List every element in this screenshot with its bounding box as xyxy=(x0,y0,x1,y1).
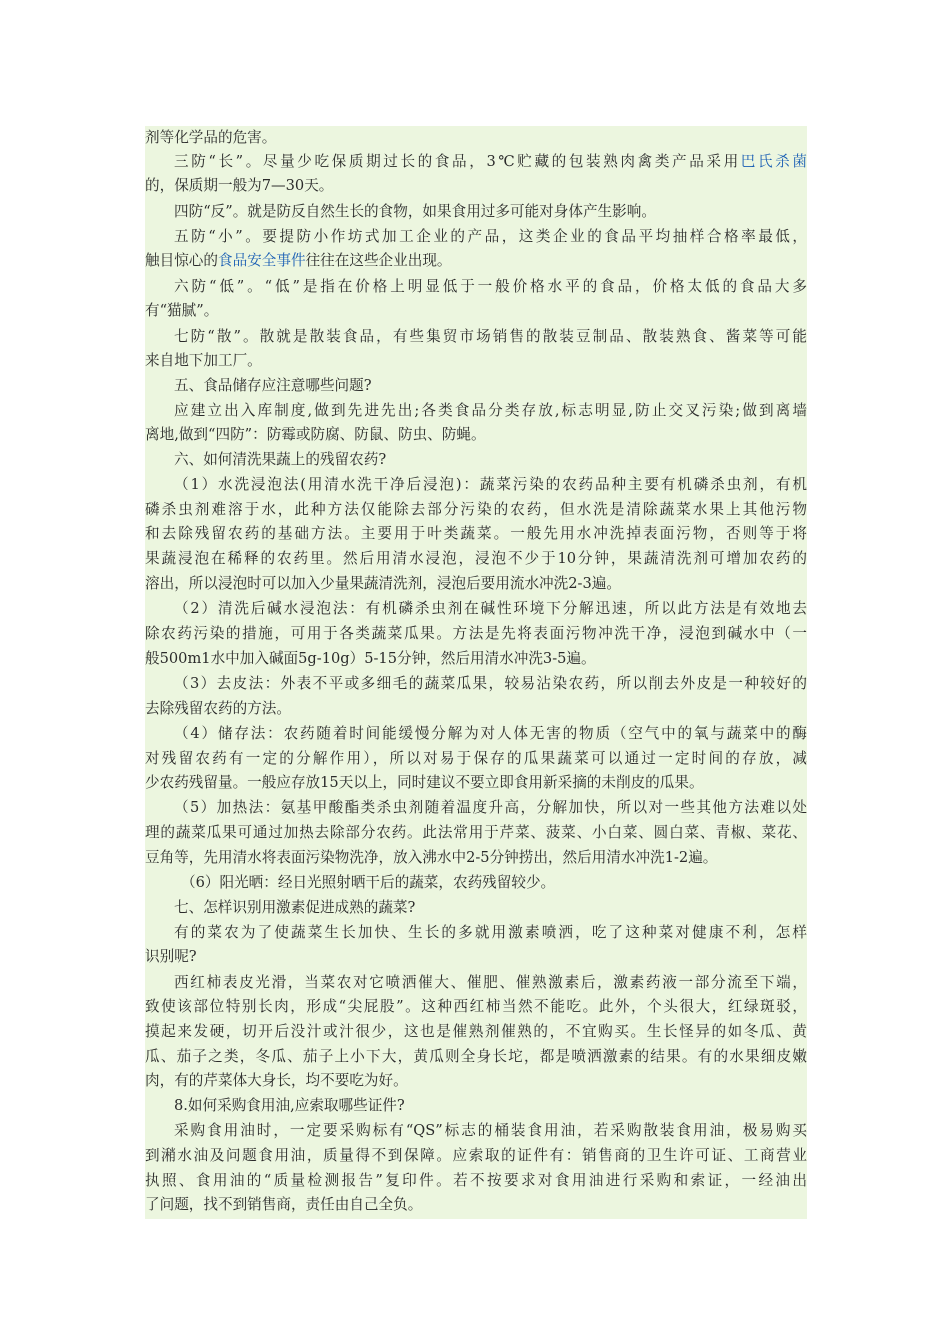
paragraph-line: 采购食用油时，一定要采购标有“QS”标志的桶装食用油，若采购散装食用油，极易购买 xyxy=(174,1122,807,1139)
paragraph-line: 四防“反”。就是防反自然生长的食物，如果食用过多可能对身体产生影响。 xyxy=(174,203,656,220)
paragraph-line: 七防“散”。散就是散装食品，有些集贸市场销售的散装豆制品、散装熟食、酱菜等可能 xyxy=(174,328,807,345)
paragraph-line: 有的菜农为了使蔬菜生长加快、生长的多就用激素喷洒，吃了这种菜对健康不利，怎样 xyxy=(174,924,807,941)
food-safety-incident-link[interactable]: 食品安全事件 xyxy=(217,252,306,269)
paragraph-text: 往往在这些企业出现。 xyxy=(305,252,452,269)
paragraph-line: 和去除残留农药的基础方法。主要用于叶类蔬菜。一般先用水冲洗掉表面污物，否则等于将 xyxy=(145,525,807,542)
paragraph-line: 豆角等，先用清水将表面污染物洗净，放入沸水中2-5分钟捞出，然后用清水冲洗1-2遍。 xyxy=(145,849,718,866)
paragraph-text: 三防“长”。尽量少吃保质期过长的食品，3℃贮藏的包装熟肉禽类产品采用 xyxy=(174,153,741,170)
paragraph-line: 瓜、茄子之类，冬瓜、茄子上小下大，黄瓜则全身长坨，都是喷洒激素的结果。有的水果细皮嫩 xyxy=(145,1048,807,1065)
paragraph-line: 了问题，找不到销售商，责任由自己全负。 xyxy=(145,1196,423,1213)
paragraph-line: （4）储存法：农药随着时间能缓慢分解为对人体无害的物质（空气中的氧与蔬菜中的酶 xyxy=(174,725,807,742)
paragraph-line: 的，保质期一般为7—30天。 xyxy=(145,177,334,194)
paragraph-line: 磷杀虫剂难溶于水，此种方法仅能除去部分污染的农药，但水洗是清除蔬菜水果上其他污物 xyxy=(145,501,807,518)
paragraph-line: （1）水洗浸泡法(用清水洗干净后浸泡)：蔬菜污染的农药品种主要有机磷杀虫剂，有机 xyxy=(174,476,807,493)
paragraph-line: 理的蔬菜瓜果可通过加热去除部分农药。此法常用于芹菜、菠菜、小白菜、圆白菜、青椒、菜花、 xyxy=(145,824,807,841)
paragraph-line: 剂等化学品的危害。 xyxy=(145,129,277,146)
paragraph-line: （6）阳光晒：经日光照射晒干后的蔬菜，农药残留较少。 xyxy=(181,874,556,891)
paragraph-line: 溶出，所以浸泡时可以加入少量果蔬清洗剂，浸泡后要用流水冲洗2-3遍。 xyxy=(145,575,621,592)
paragraph-line: （3）去皮法：外表不平或多细毛的蔬菜瓜果，较易沾染农药，所以削去外皮是一种较好的 xyxy=(174,675,807,692)
paragraph-line: 六防“低”。“低”是指在价格上明显低于一般价格水平的食品，价格太低的食品大多 xyxy=(174,278,807,295)
paragraph-line: 少农药残留量。一般应存放15天以上，同时建议不要立即食用新采摘的未削皮的瓜果。 xyxy=(145,774,704,791)
section-heading: 六、如何清洗果蔬上的残留农药? xyxy=(174,451,387,468)
paragraph-line: 果蔬浸泡在稀释的农药里。然后用清水浸泡，浸泡不少于10分钟，果蔬清洗剂可增加农药的 xyxy=(145,550,807,567)
paragraph-line: 五防“小”。要提防小作坊式加工企业的产品，这类企业的食品平均抽样合格率最低， xyxy=(174,228,807,245)
document-page xyxy=(145,126,807,1219)
paragraph-line: 致使该部位特别长肉，形成“尖屁股”。这种西红柿当然不能吃。此外，个头很大，红绿斑驳， xyxy=(145,998,807,1015)
paragraph-line: 肉，有的芹菜体大身长，均不要吃为好。 xyxy=(145,1072,408,1089)
section-heading: 七、怎样识别用激素促进成熟的蔬菜? xyxy=(174,899,416,916)
paragraph-line xyxy=(145,150,807,174)
paragraph-line: 到潲水油及问题食用油，质量得不到保障。应索取的证件有：销售商的卫生许可证、工商营业 xyxy=(145,1147,807,1164)
paragraph-line: 离地,做到“四防”：防霉或防腐、防鼠、防虫、防蝇。 xyxy=(145,426,486,443)
section-heading: 五、食品储存应注意哪些问题? xyxy=(174,377,372,394)
baoshi-sterilization-link[interactable]: 巴氏杀菌 xyxy=(740,153,807,170)
paragraph-line: 去除残留农药的方法。 xyxy=(145,700,291,717)
paragraph-line: 来自地下加工厂。 xyxy=(145,352,262,369)
section-heading: 8.如何采购食用油,应索取哪些证件? xyxy=(174,1097,405,1114)
paragraph-line: 除农药污染的措施，可用于各类蔬菜瓜果。方法是先将表面污物冲洗干净，浸泡到碱水中（一 xyxy=(145,625,807,642)
paragraph-line: 般500m1水中加入碱面5g-10g）5-15分钟，然后用清水冲洗3-5遍。 xyxy=(145,650,596,667)
paragraph-line: 有“猫腻”。 xyxy=(145,302,219,319)
paragraph-line: 识别呢? xyxy=(145,948,197,965)
paragraph-line: 对残留农药有一定的分解作用），所以对易于保存的瓜果蔬菜可以通过一定时间的存放，减 xyxy=(145,750,807,767)
paragraph-line: （2）清洗后碱水浸泡法：有机磷杀虫剂在碱性环境下分解迅速，所以此方法是有效地去 xyxy=(174,600,807,617)
paragraph-text: 触目惊心的 xyxy=(145,252,218,269)
paragraph-line: 执照、食用油的“质量检测报告”复印件。若不按要求对食用油进行采购和索证，一经油出 xyxy=(145,1172,807,1189)
paragraph-line: 应建立出入库制度,做到先进先出;各类食品分类存放,标志明显,防止交叉污染;做到离墙 xyxy=(174,402,807,419)
paragraph-line xyxy=(145,249,807,273)
paragraph-line: （5）加热法：氨基甲酸酯类杀虫剂随着温度升高，分解加快，所以对一些其他方法难以处 xyxy=(174,799,807,816)
paragraph-line: 摸起来发硬，切开后没汁或汁很少，这也是催熟剂催熟的，不宜购买。生长怪异的如冬瓜、黄 xyxy=(145,1023,807,1040)
paragraph-line: 西红柿表皮光滑，当菜农对它喷洒催大、催肥、催熟激素后，激素药液一部分流至下端， xyxy=(174,974,807,991)
